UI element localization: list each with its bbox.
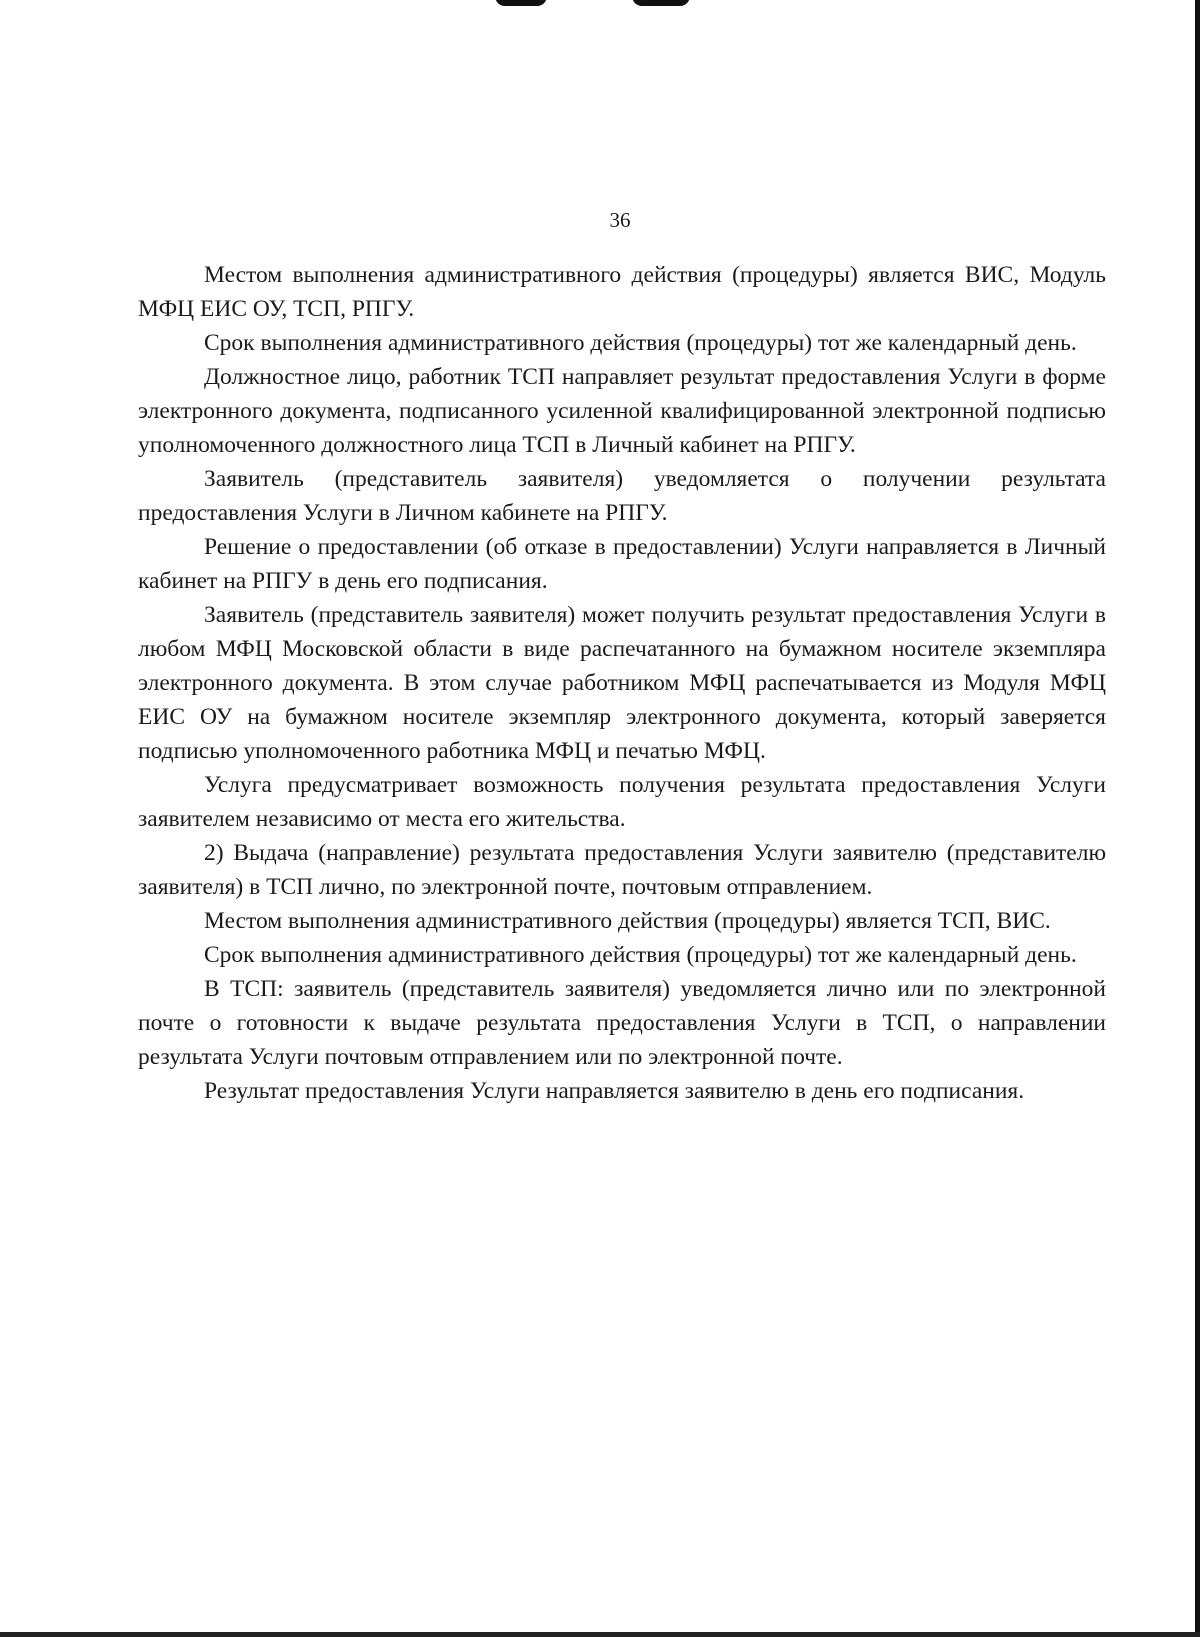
page-number: 36 — [609, 208, 631, 232]
paragraph: Результат предоставления Услуги направляется заявителю в день его подписания. — [204, 1078, 1025, 1104]
paragraph: 2) Выдача (направление) результата предоставления Услуги заявителю (представителю заявителя) в ТСП лично, по электронной почте, почтовым отправлением. — [138, 840, 1106, 900]
paragraph: Местом выполнения административного действия (процедуры) является ВИС, Модуль МФЦ ЕИС ОУ, ТСП, РПГУ. — [138, 262, 1106, 322]
paragraph: Решение о предоставлении (об отказе в предоставлении) Услуги направляется в Личный кабинет на РПГУ в день его подписания. — [138, 534, 1106, 594]
paragraph: В ТСП: заявитель (представитель заявителя) уведомляется лично или по электронной почте о готовности к выдаче результата предоставления Услуги в ТСП, о направлении результата Услуги почтовым отправлением или по электронной почте. — [138, 976, 1106, 1070]
paragraph: Заявитель (представитель заявителя) может получить результат предоставления Услуги в любом МФЦ Московской области в виде распечатанного на бумажном носителе экземпляра электронного документа. В этом случае работником МФЦ распечатывается из Модуля МФЦ ЕИС ОУ на бумажном носителе экземпляр электронного документа, который заверяется подписью уполномоченного работника МФЦ и печатью МФЦ. — [138, 602, 1106, 764]
document-body — [138, 258, 1106, 1108]
paragraph: Местом выполнения административного действия (процедуры) является ТСП, ВИС. — [204, 908, 1051, 934]
scan-artifact — [495, 0, 547, 6]
paragraph: Срок выполнения административного действия (процедуры) тот же календарный день. — [204, 330, 1077, 356]
scan-artifact — [632, 0, 690, 6]
paragraph: Срок выполнения административного действия (процедуры) тот же календарный день. — [204, 942, 1077, 968]
scan-edge-shadow — [1195, 0, 1200, 1637]
paragraph: Заявитель (представитель заявителя) уведомляется о получении результата предоставления Услуги в Личном кабинете на РПГУ. — [138, 466, 1106, 526]
paragraph: Услуга предусматривает возможность получения результата предоставления Услуги заявителем независимо от места его жительства. — [138, 772, 1106, 832]
paragraph: Должностное лицо, работник ТСП направляет результат предоставления Услуги в форме электронного документа, подписанного усиленной квалифицированной электронной подписью уполномоченного должностного лица ТСП в Личный кабинет на РПГУ. — [138, 364, 1106, 458]
scan-edge-shadow — [0, 1632, 1200, 1637]
